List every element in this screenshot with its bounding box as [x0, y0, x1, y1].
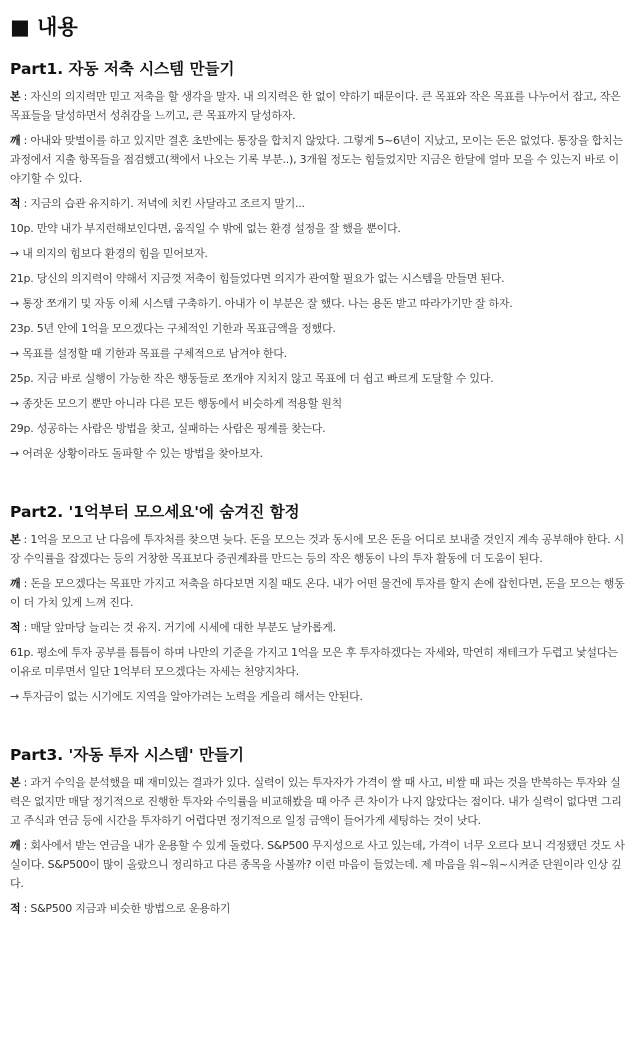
- quote-paragraph: [10, 394, 628, 413]
- section-heading: ■ 내용: [10, 15, 78, 39]
- quote-paragraph: [10, 244, 628, 263]
- paragraph-text: 29p. 성공하는 사람은 방법을 찾고, 실패하는 사람은 핑계를 찾는다.: [10, 422, 326, 435]
- note-paragraph: [10, 618, 628, 637]
- note-label: 적: [10, 902, 21, 915]
- note-paragraph: [10, 530, 628, 568]
- note-paragraph: [10, 899, 628, 918]
- part-title: Part2. '1억부터 모으세요'에 숨겨진 함정: [10, 503, 300, 521]
- paragraph-text: : 매달 앞마당 늘리는 것 유지. 거기에 시세에 대한 부분도 날카롭게.: [20, 621, 336, 634]
- quote-paragraph: [10, 319, 628, 338]
- paragraph-text: : S&P500 지금과 비슷한 방법으로 운용하기: [20, 902, 231, 915]
- paragraph-text: 10p. 만약 내가 부지런해보인다면, 움직일 수 밖에 없는 환경 설정을 잘 했을 뿐이다.: [10, 222, 401, 235]
- quote-paragraph: [10, 687, 628, 706]
- quote-paragraph: [10, 444, 628, 463]
- quote-paragraph: [10, 643, 628, 681]
- quote-paragraph: [10, 219, 628, 238]
- paragraph-text: : 자신의 의지력만 믿고 저축을 할 생각을 말자. 내 의지력은 한 없이 약하기 때문이다. 큰 목표와 작은 목표를 나누어서 잡고, 작은 목표들을 달성하면서 성취감을 느끼고, 큰 목표까지 달성하자.: [10, 90, 621, 122]
- part-title: Part3. '자동 투자 시스템' 만들기: [10, 746, 244, 764]
- note-paragraph: [10, 131, 628, 188]
- note-label: 본: [10, 533, 21, 546]
- note-label: 적: [10, 197, 21, 210]
- paragraph-text: : 지금의 습관 유지하기. 저녁에 치킨 사달라고 조르지 말기...: [20, 197, 305, 210]
- parts-container: [10, 58, 628, 918]
- note-label: 깨: [10, 839, 21, 852]
- paragraph-text: : 아내와 맞벌이를 하고 있지만 결혼 초반에는 통장을 합치지 않았다. 그렇게 5~6년이 지났고, 모이는 돈은 없었다. 통장을 합치는 과정에서 지출 항목들을 점검했고(책에서 나오는 기록 부분..), 3개월 정도는 힘들었지만 지금은 한달에 얼마 모을 수 있는지 바로 이야기할 수 있다.: [10, 134, 623, 185]
- paragraph-text: 21p. 당신의 의지력이 약해서 지금껏 저축이 힘들었다면 의지가 관여할 필요가 없는 시스템을 만들면 된다.: [10, 272, 505, 285]
- paragraph-text: → 목표를 설정할 때 기한과 목표를 구체적으로 남겨야 한다.: [10, 347, 287, 360]
- quote-paragraph: [10, 419, 628, 438]
- paragraph-text: → 종잣돈 모으기 뿐만 아니라 다른 모든 행동에서 비슷하게 적용할 원칙: [10, 397, 342, 410]
- paragraph-text: → 투자금이 없는 시기에도 지역을 알아가려는 노력을 게을리 해서는 안된다.: [10, 690, 363, 703]
- note-label: 깨: [10, 577, 21, 590]
- paragraph-text: 61p. 평소에 투자 공부를 틈틈이 하며 나만의 기준을 가지고 1억을 모은 후 투자하겠다는 자세와, 막연히 재테크가 두렵고 낯설다는 이유로 미루면서 일단 1억부터 모으겠다는 자세는 천양지차다.: [10, 646, 618, 678]
- part-title: Part1. 자동 저축 시스템 만들기: [10, 60, 235, 78]
- note-paragraph: [10, 773, 628, 830]
- note-label: 본: [10, 776, 21, 789]
- paragraph-text: → 통장 쪼개기 및 자동 이체 시스템 구축하기. 아내가 이 부분은 잘 했다. 나는 용돈 받고 따라가기만 잘 하자.: [10, 297, 513, 310]
- note-paragraph: [10, 87, 628, 125]
- quote-paragraph: [10, 344, 628, 363]
- quote-paragraph: [10, 269, 628, 288]
- paragraph-text: : 1억을 모으고 난 다음에 투자처를 찾으면 늦다. 돈을 모으는 것과 동시에 모은 돈을 어디로 보내줄 것인지 계속 공부해야 한다. 시장 수익률을 잡겠다는 등의 거창한 목표보다 증권계좌를 만드는 등의 작은 행동이 나의 투자 활동에 더 도움이 된다.: [10, 533, 625, 565]
- paragraph-text: 23p. 5년 안에 1억을 모으겠다는 구체적인 기한과 목표금액을 정했다.: [10, 322, 336, 335]
- note-paragraph: [10, 194, 628, 213]
- paragraph-text: : 회사에서 받는 연금을 내가 운용할 수 있게 돌렸다. S&P500 무지성으로 사고 있는데, 가격이 너무 오르다 보니 걱정됐던 것도 사실이다. S&P500이 많이 올랐으니 정리하고 다른 종목을 사볼까? 이런 마음이 들었는데. 제 마음을 워~워~시켜준 단원이라 인상 깊다.: [10, 839, 625, 890]
- paragraph-text: → 어려운 상황이라도 돌파할 수 있는 방법을 찾아보자.: [10, 447, 263, 460]
- paragraph-text: : 과거 수익을 분석했을 때 재미있는 결과가 있다. 실력이 있는 투자자가 가격이 쌀 때 사고, 비쌀 때 파는 것을 반복하는 투자와 실력은 없지만 매달 정기적으로 진행한 투자와 수익률을 비교해봤을 때 아주 큰 차이가 나지 않았다는 점이다. 내가 실력이 없다면 그리고 주식과 연금 등에 시간을 투자하기 어렵다면 정기적으로 일정 금액이 들어가게 세팅하는 것이 낫다.: [10, 776, 622, 827]
- note-paragraph: [10, 836, 628, 893]
- quote-paragraph: [10, 369, 628, 388]
- paragraph-text: : 돈을 모으겠다는 목표만 가지고 저축을 하다보면 지칠 때도 온다. 내가 어떤 물건에 투자를 할지 손에 잡힌다면, 돈을 모으는 행동이 더 가치 있게 느껴 진다.: [10, 577, 625, 609]
- note-label: 본: [10, 90, 21, 103]
- note-paragraph: [10, 574, 628, 612]
- note-label: 깨: [10, 134, 21, 147]
- paragraph-text: 25p. 지금 바로 실행이 가능한 작은 행동들로 쪼개야 지치지 않고 목표에 더 쉽고 빠르게 도달할 수 있다.: [10, 372, 494, 385]
- quote-paragraph: [10, 294, 628, 313]
- note-label: 적: [10, 621, 21, 634]
- paragraph-text: → 내 의지의 힘보다 환경의 힘을 믿어보자.: [10, 247, 208, 260]
